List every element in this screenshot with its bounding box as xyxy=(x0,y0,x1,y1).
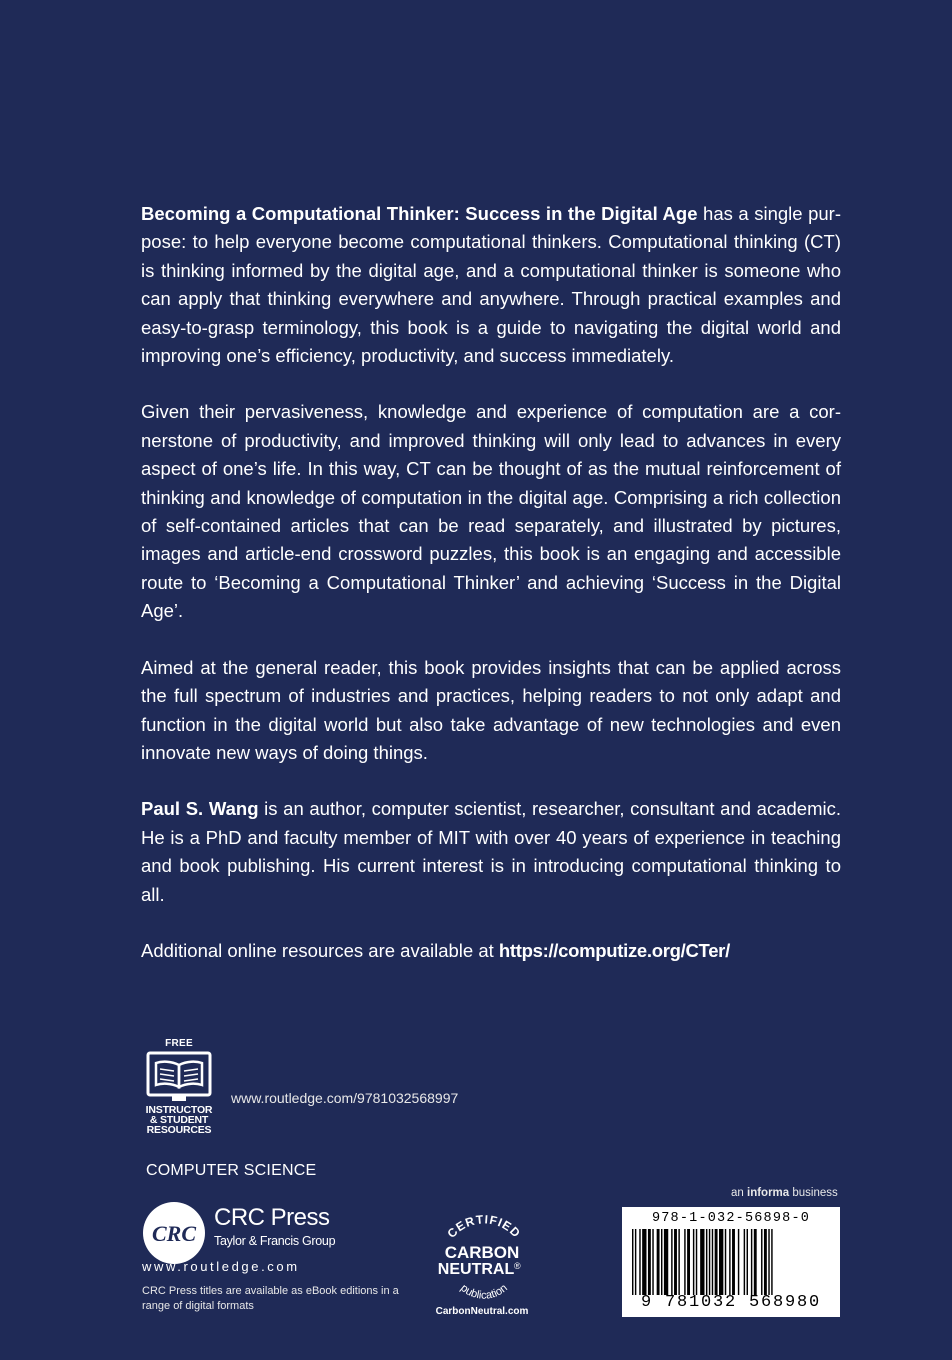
isbn-text: 978-1-032-56898-0 xyxy=(651,1211,811,1226)
free-resources-badge xyxy=(139,1038,219,1142)
blurb-paragraph-2: Given their pervasiveness, knowledge and experience of computation are a cornerstone of productivity, and improved thinking will only lead to advances in every aspect of one’s life. In this way, CT can be thought of as the mutual reinforcement of thinking and knowledge of computation in the digital age. Comprising a rich collection of self-contained articles that can be read separately, and illustrated by pictures, images and article-end crossword puzzles, this book is an engaging and accessible route to ‘Becoming a Computational Thinker’ and achieving ‘Success in the Digital Age’. xyxy=(141,401,841,622)
ebook-note: CRC Press titles are available as eBook editions in a range of digital formats xyxy=(142,1285,399,1312)
svg-text:CERTIFIED xyxy=(444,1212,523,1240)
carbon-certified: CERTIFIED xyxy=(444,1212,524,1241)
resources-line-3: RESOURCES xyxy=(146,1124,212,1136)
neutral-word: NEUTRAL xyxy=(437,1261,515,1278)
carbon-word: CARBON xyxy=(444,1243,520,1262)
blurb-paragraph-3: Aimed at the general reader, this book provides insights that can be applied across the full spectrum of industries and practices, helping readers to not only adapt and function in the digital world but also take advantage of new technologies and even innovate new ways of doing things. xyxy=(141,656,841,763)
publisher-website[interactable]: www.routledge.com xyxy=(142,1259,300,1274)
free-label: FREE xyxy=(165,1038,193,1049)
carbon-site: CarbonNeutral.com xyxy=(435,1306,529,1317)
isbn-digits: 9 781032 568980 xyxy=(640,1293,822,1312)
resources-note: Additional online resources are available at https://computize.org/CTer/ xyxy=(141,939,730,961)
resources-url[interactable]: www.routledge.com/9781032568997 xyxy=(231,1090,459,1106)
barcode-bars xyxy=(632,1229,830,1295)
informa-business-tag: an informa business xyxy=(731,1187,838,1199)
back-cover-blurb xyxy=(141,200,841,993)
crc-logo-text: CRC xyxy=(151,1221,197,1246)
carbon-reg: ® xyxy=(514,1261,521,1271)
carbon-publication: publication xyxy=(458,1282,510,1302)
blurb-paragraph-1: Becoming a Computational Thinker: Success in the Digital Age has a single purpose: to help everyone become computational thinkers. Computational thinking (CT) is thinking informed by the digital age, and a computational thinker is someone who can apply that thinking everywhere and anywhere. Through practical examples and easy-to-grasp terminology, this book is a guide to navigating the digital world and improving one’s efficiency, productivity, and success immediately. xyxy=(141,203,841,367)
publisher-group: Taylor & Francis Group xyxy=(214,1234,336,1248)
crc-logo-icon xyxy=(141,1200,207,1266)
resources-line-2: & STUDENT xyxy=(149,1114,209,1126)
author-bio: Paul S. Wang is an author, computer scientist, researcher, consultant and academic. He is a PhD and faculty member of MIT with over 40 years of experience in teaching and book publishing. His current interest is in introducing computational thinking to all. xyxy=(141,798,841,905)
author-name: Paul S. Wang xyxy=(141,798,259,820)
subject-category: COMPUTER SCIENCE xyxy=(146,1162,317,1179)
svg-text:publication xyxy=(458,1282,510,1302)
carbon-neutral-logo xyxy=(426,1206,542,1324)
publisher-name: CRC Press xyxy=(214,1204,330,1231)
resources-link[interactable]: https://computize.org/CTer/ xyxy=(498,939,730,961)
isbn-barcode xyxy=(622,1207,840,1317)
resources-line-1: INSTRUCTOR xyxy=(145,1104,213,1116)
open-book-icon xyxy=(146,1051,212,1103)
book-title: Becoming a Computational Thinker: Success in the Digital Age xyxy=(141,203,698,224)
